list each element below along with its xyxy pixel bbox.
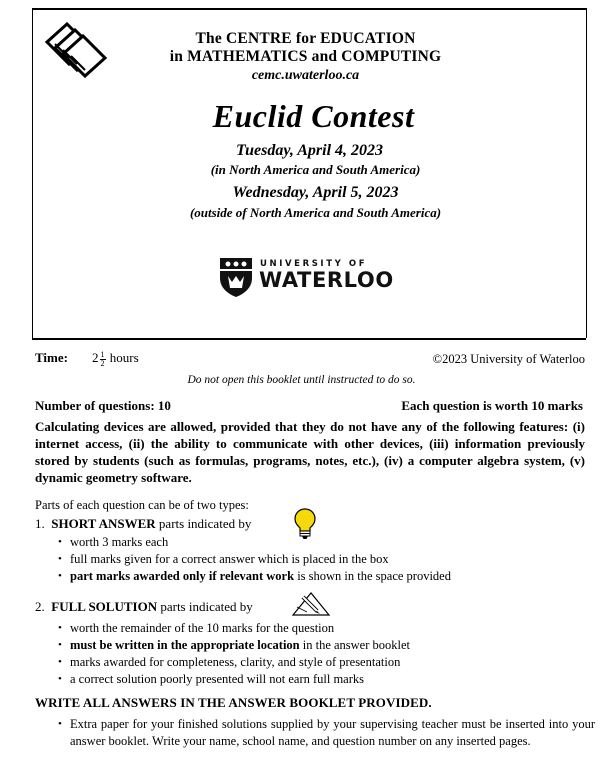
time-denominator: 2	[100, 358, 105, 368]
do-not-open-notice: Do not open this booklet until instructed to do so.	[187, 374, 416, 386]
crest-icon	[218, 256, 254, 298]
time-label: Time:	[35, 350, 68, 365]
list-item	[58, 637, 410, 654]
full-solution-number: 2.	[35, 599, 45, 614]
number-of-questions: Number of questions: 10	[35, 398, 171, 413]
calculator-rules: Calculating devices are allowed, provided that they do not have any of the following features: (i) internet access, (ii) the ability to communicate with other devices, (iii) information previously stored by students (such as formulas, programs, notes, etc.), (iv) a computer algebra system, (v) dynamic geometry software.	[35, 419, 585, 485]
list-item: • worth 3 marks each	[58, 534, 451, 551]
time-unit: hours	[109, 350, 139, 365]
extra-paper-note: • Extra paper for your finished solutions supplied by your supervising teacher must be inserted into your answer booklet. Write your name, school name, and question number on any inserted pages.	[58, 716, 595, 750]
time-whole: 2	[92, 350, 99, 365]
top-rule	[32, 8, 586, 10]
full-solution-title: FULL SOLUTION	[51, 599, 158, 614]
org-line-1: The CENTRE for EDUCATION	[195, 30, 416, 47]
full-solution-bullets	[58, 620, 410, 688]
bold-phrase: must be written in the appropriate location	[70, 638, 300, 652]
short-answer-title: SHORT ANSWER	[51, 516, 156, 531]
rest-phrase: in the answer booklet	[299, 638, 411, 652]
org-line-2: in MATHEMATICS and COMPUTING	[169, 48, 442, 65]
short-answer-bullets	[58, 534, 451, 585]
university-logo	[218, 256, 398, 302]
time-value	[92, 350, 139, 368]
list-item	[58, 568, 451, 585]
bold-phrase: part marks awarded only if relevant work	[70, 569, 295, 583]
full-solution-heading	[35, 599, 253, 615]
time-fraction	[100, 351, 106, 368]
contest-title: Euclid Contest	[212, 98, 415, 134]
pencil-icon	[291, 591, 331, 617]
question-worth: Each question is worth 10 marks	[401, 398, 583, 413]
region-2: (outside of North America and South America)	[189, 205, 442, 220]
list-item: • worth the remainder of the 10 marks for the question	[58, 620, 410, 637]
date-2: Wednesday, April 5, 2023	[232, 184, 399, 201]
parts-intro: Parts of each question can be of two types:	[35, 498, 249, 512]
write-all-answers: WRITE ALL ANSWERS IN THE ANSWER BOOKLET PROVIDED.	[35, 695, 432, 710]
copyright: ©2023 University of Waterloo	[432, 352, 585, 366]
short-answer-suffix: parts indicated by	[158, 516, 252, 531]
date-1: Tuesday, April 4, 2023	[235, 142, 384, 159]
list-item: • full marks given for a correct answer which is placed in the box	[58, 551, 451, 568]
region-1: (in North America and South America)	[210, 162, 421, 177]
website: cemc.uwaterloo.ca	[251, 68, 360, 83]
divider-rule	[32, 338, 586, 340]
time-numerator: 1	[100, 349, 105, 359]
list-item: • a correct solution poorly presented will not earn full marks	[58, 671, 410, 688]
short-answer-number: 1.	[35, 516, 45, 531]
list-item: • marks awarded for completeness, clarity, and style of presentation	[58, 654, 410, 671]
short-answer-heading	[35, 516, 251, 532]
univ-label: UNIVERSITY OF	[260, 259, 368, 269]
full-solution-suffix: parts indicated by	[160, 599, 253, 614]
rest-phrase: is shown in the space provided	[294, 569, 451, 583]
waterloo-label: WATERLOO	[259, 268, 394, 292]
